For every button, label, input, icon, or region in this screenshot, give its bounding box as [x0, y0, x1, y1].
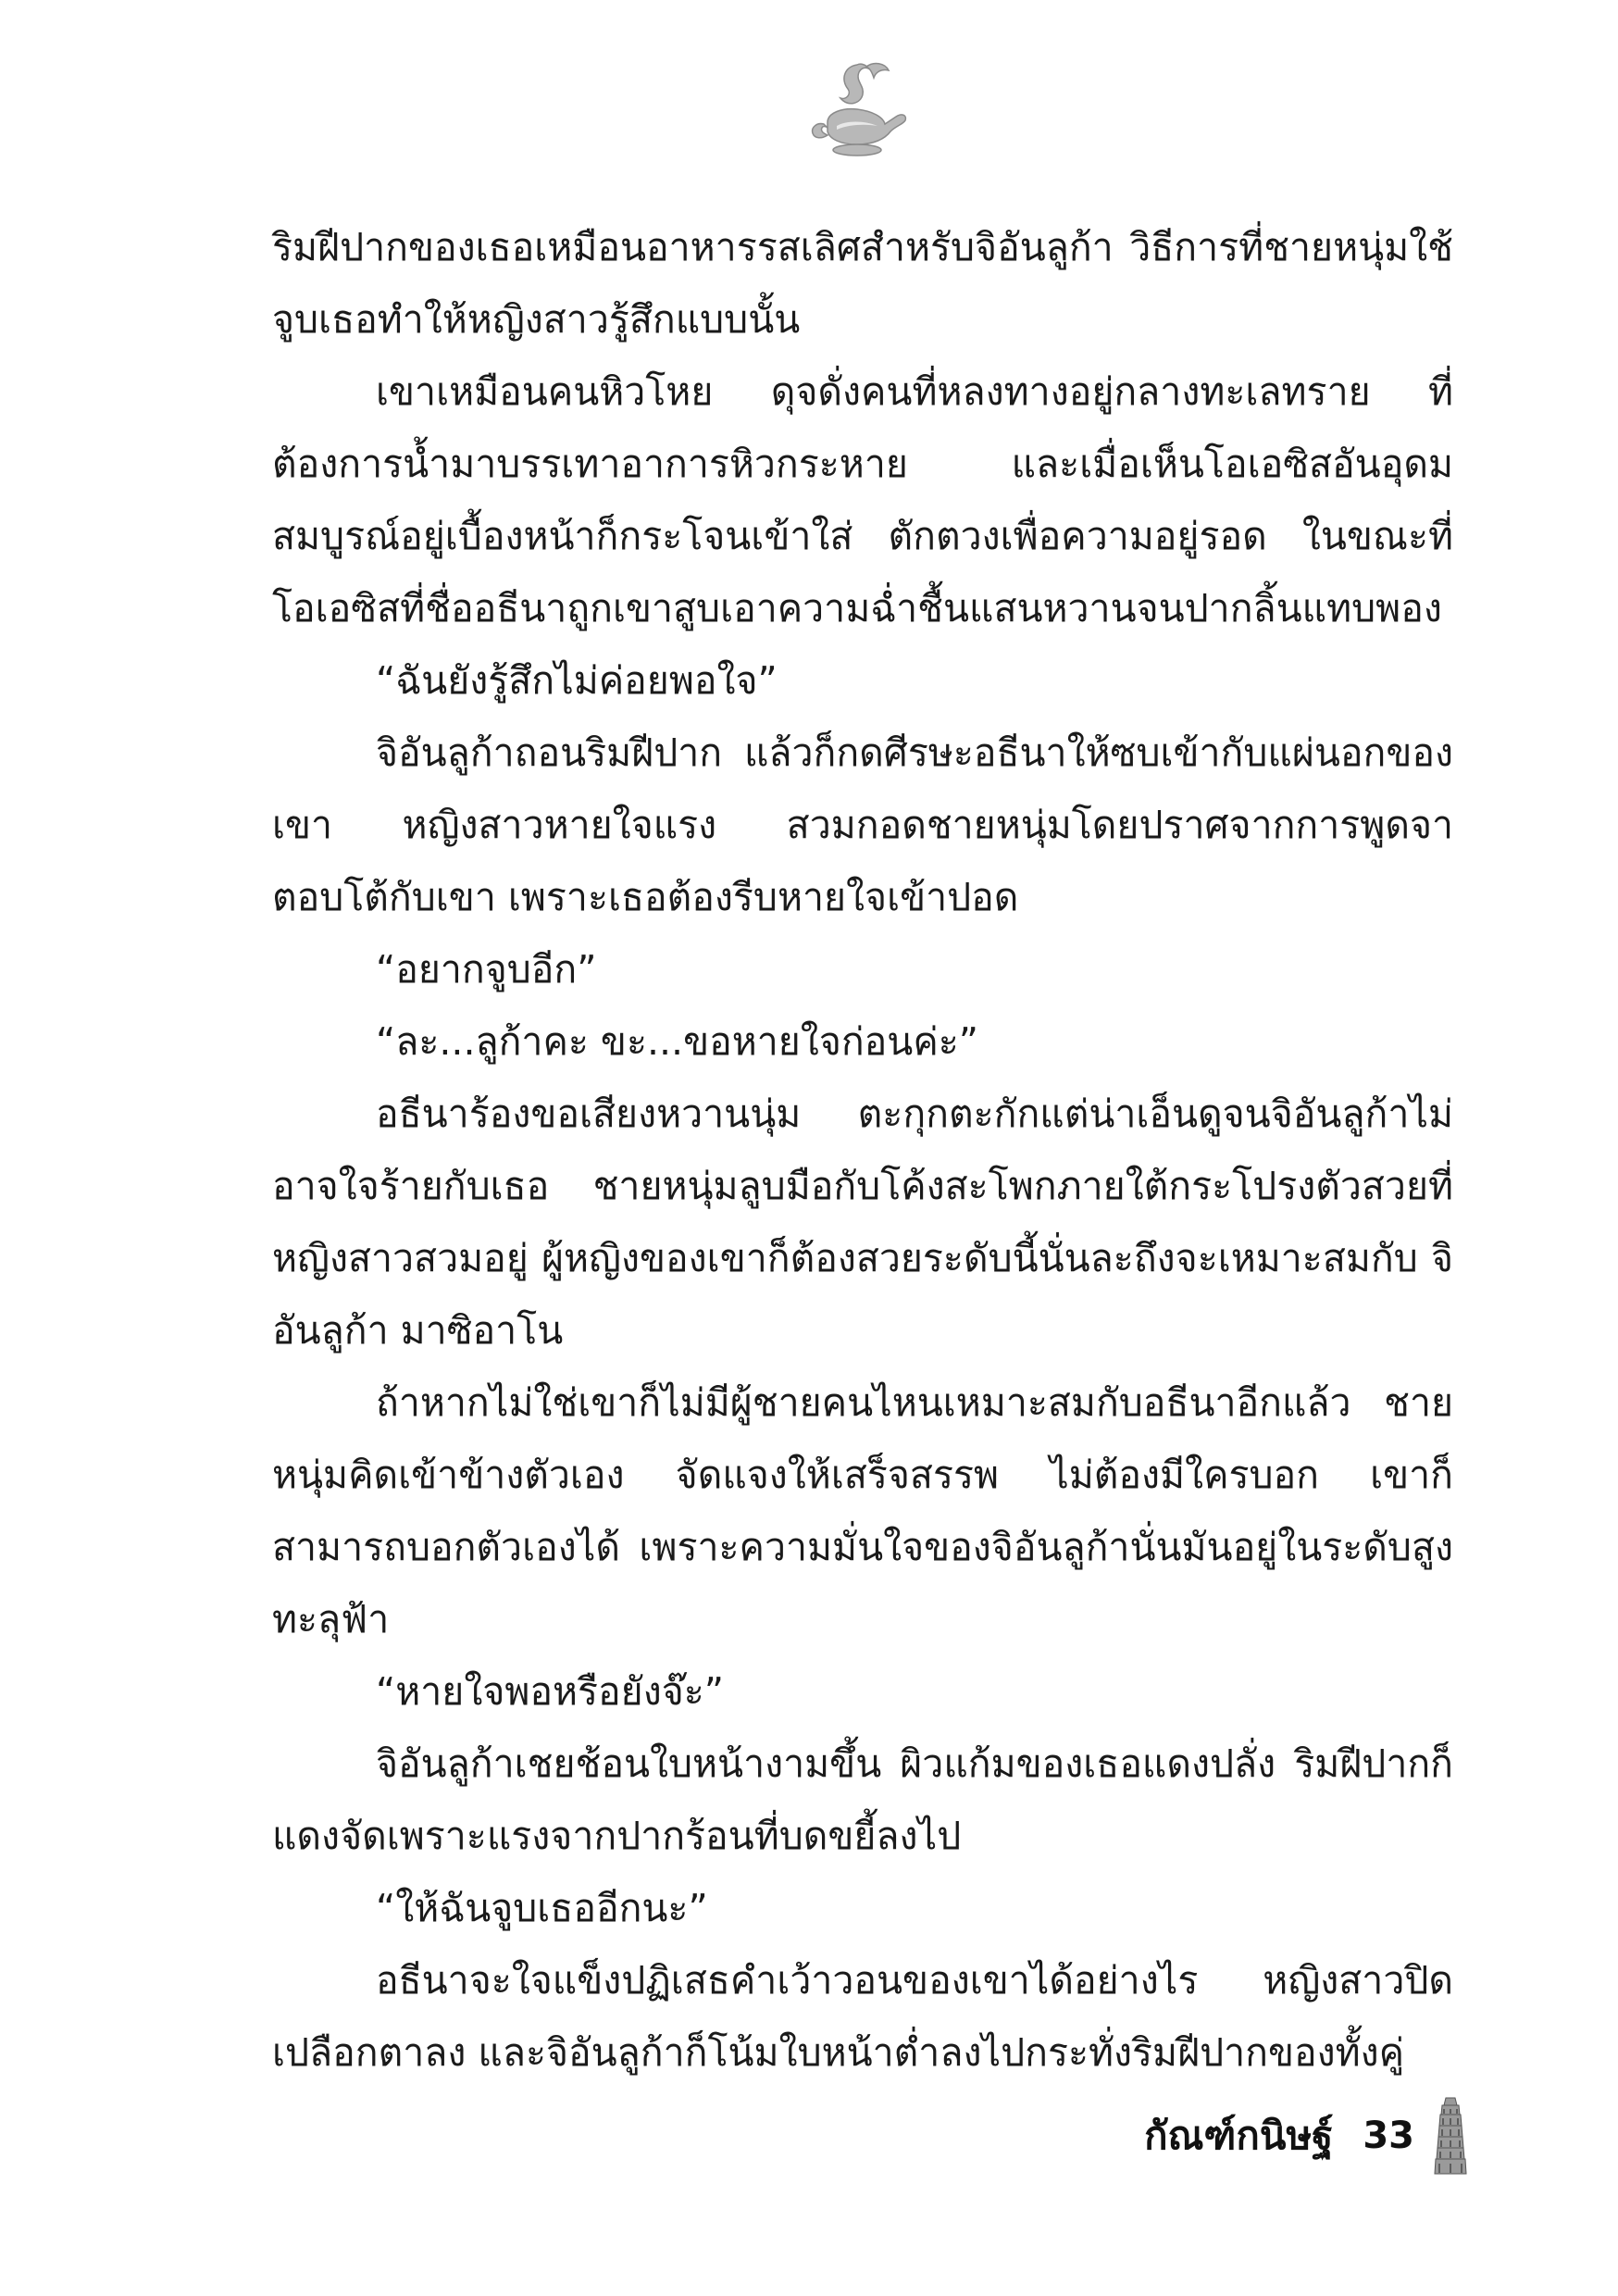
- dialogue-line: “ให้ฉันจูบเธออีกนะ”: [376, 1886, 708, 1930]
- paragraph: จิอันลูก้าเชยช้อนใบหน้างามขึ้น ผิวแก้มของเธอแดงปลั่ง ริมฝีปากก็แดงจัดเพราะแรงจากปากร้อนที่บดขยี้ลงไป: [272, 1741, 1453, 1858]
- paragraph: ถ้าหากไม่ใช่เขาก็ไม่มีผู้ชายคนไหนเหมาะสมกับอธีนาอีกแล้ว ชายหนุ่มคิดเข้าข้างตัวเอง จัดแจงให้เสร็จสรรพ ไม่ต้องมีใครบอก เขาก็สามารถบอกตัวเองได้ เพราะความมั่นใจของจิอันลูก้านั่นมันอยู่ในระดับสูงทะลุฟ้า: [272, 1380, 1453, 1641]
- running-title: กัณฑ์กนิษฐ์: [1144, 2113, 1334, 2158]
- dialogue-line: “อยากจูบอีก”: [376, 947, 597, 992]
- dialogue-line: “ละ...ลูก้าคะ ขะ...ขอหายใจก่อนค่ะ”: [376, 1019, 979, 1064]
- page-number: 33: [1363, 2115, 1414, 2157]
- paragraph: เขาเหมือนคนหิวโหย ดุจดั่งคนที่หลงทางอยู่กลางทะเลทราย ที่ต้องการน้ำมาบรรเทาอาการหิวกระหาย และเมื่อเห็นโอเอซิสอันอุดมสมบูรณ์อยู่เบื้องหน้าก็กระโจนเข้าใส่ ตักตวงเพื่อความอยู่รอด ในขณะที่โอเอซิสที่ชื่ออธีนาถูกเขาสูบเอาความฉ่ำชื้นแสนหวานจนปากลิ้นแทบพอง: [272, 369, 1453, 630]
- paragraph: จิอันลูก้าถอนริมฝีปาก แล้วก็กดศีรษะอธีนาให้ซบเข้ากับแผ่นอกของเขา หญิงสาวหายใจแรง สวมกอดชายหนุ่มโดยปราศจากการพูดจาตอบโต้กับเขา เพราะเธอต้องรีบหายใจเข้าปอด: [272, 730, 1453, 919]
- dialogue-line: “หายใจพอหรือยังจ๊ะ”: [376, 1669, 725, 1714]
- paragraph: ริมฝีปากของเธอเหมือนอาหารรสเลิศสำหรับจิอันลูก้า วิธีการที่ชายหนุ่มใช้จูบเธอทำให้หญิงสาวรู้สึกแบบนั้น: [272, 225, 1453, 342]
- dialogue-line: “ฉันยังรู้สึกไม่ค่อยพอใจ”: [376, 658, 778, 703]
- page-footer: [1144, 2094, 1470, 2177]
- genie-lamp-icon: [800, 57, 911, 159]
- leaning-tower-icon: [1431, 2094, 1470, 2177]
- paragraph: อธีนาจะใจแข็งปฏิเสธคำเว้าวอนของเขาได้อย่างไร หญิงสาวปิดเปลือกตาลง และจิอันลูก้าก็โน้มใบหน้าต่ำลงไปกระทั่งริมฝีปากของทั้งคู่: [272, 1958, 1453, 2075]
- paragraph: อธีนาร้องขอเสียงหวานนุ่ม ตะกุกตะกักแต่น่าเอ็นดูจนจิอันลูก้าไม่อาจใจร้ายกับเธอ ชายหนุ่มลูบมือกับโค้งสะโพกภายใต้กระโปรงตัวสวยที่หญิงสาวสวมอยู่ ผู้หญิงของเขาก็ต้องสวยระดับนี้นั่นละถึงจะเหมาะสมกับ จิอันลูก้า มาซิอาโน: [272, 1092, 1453, 1353]
- chapter-body: [272, 211, 1453, 2089]
